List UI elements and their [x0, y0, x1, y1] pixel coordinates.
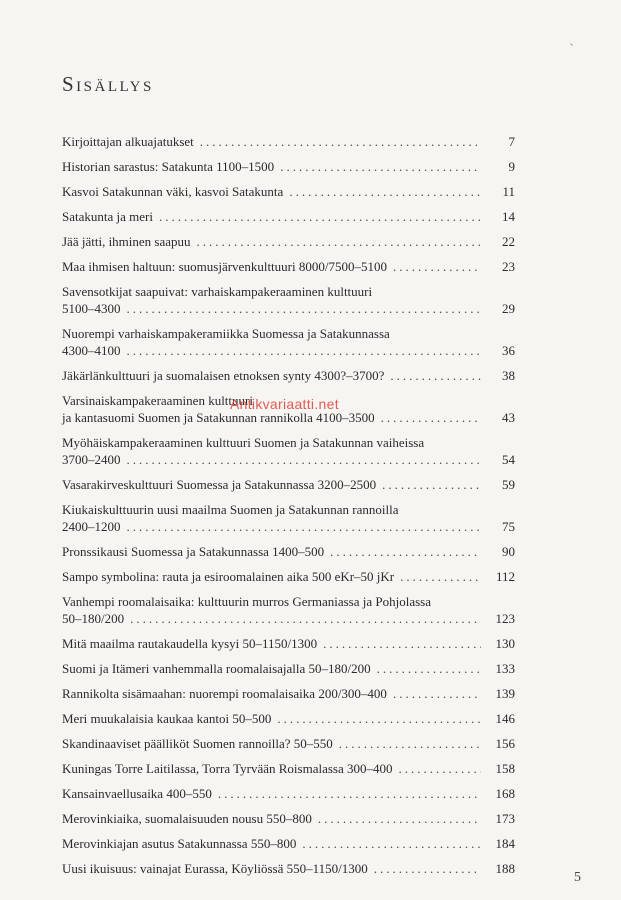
dot-leader — [330, 543, 481, 560]
toc-entry-line — [62, 325, 487, 342]
dot-leader — [390, 367, 481, 384]
toc-entry-line — [62, 501, 487, 518]
toc-entry — [62, 501, 515, 535]
dot-leader — [280, 158, 481, 175]
toc-entry — [62, 593, 515, 627]
toc-entry-line — [62, 635, 487, 652]
toc-entry — [62, 367, 515, 384]
toc-entry-title: Jäkärlänkulttuuri ja suomalaisen etnoksen synty 4300?–3700? — [62, 368, 385, 383]
toc-page-number: 9 — [508, 159, 515, 174]
toc-page-number: 184 — [495, 836, 515, 851]
dot-leader — [374, 860, 481, 877]
toc-entry-title: Myöhäiskampakeraaminen kulttuuri Suomen ja Satakunnan vaiheissa — [62, 435, 425, 450]
toc-entry-line — [62, 543, 487, 560]
toc-entry — [62, 785, 515, 802]
toc-page-number: 29 — [502, 301, 515, 316]
toc-entry — [62, 685, 515, 702]
dot-leader — [323, 635, 481, 652]
dot-leader — [277, 710, 481, 727]
toc-entry-line — [62, 810, 487, 827]
toc-entry-title: Savensotkijat saapuivat: varhaiskampakeraaminen kulttuuri — [62, 284, 373, 299]
toc-page-number: 188 — [495, 861, 515, 876]
toc-page-number: 36 — [502, 343, 515, 358]
dot-leader — [127, 342, 482, 359]
toc-page-number: 90 — [502, 544, 515, 559]
toc-entry-line — [62, 283, 487, 300]
toc-entry-title: 5100–4300 — [62, 301, 121, 316]
toc-page-number: 54 — [502, 452, 515, 467]
toc-entry — [62, 283, 515, 317]
page-number: 5 — [574, 870, 581, 885]
toc-entry-line — [62, 133, 487, 150]
toc-page-number: 22 — [502, 234, 515, 249]
toc-page-number: 75 — [502, 519, 515, 534]
toc-page-number: 168 — [495, 786, 515, 801]
dot-leader — [127, 451, 482, 468]
toc-entry — [62, 860, 515, 877]
toc-entry — [62, 660, 515, 677]
toc-entry-title: Kasvoi Satakunnan väki, kasvoi Satakunta — [62, 184, 284, 199]
toc-entry — [62, 735, 515, 752]
toc-entry — [62, 183, 515, 200]
toc-entry-title: Uusi ikuisuus: vainajat Eurassa, Köyliössä 550–1150/1300 — [62, 861, 368, 876]
toc-entry-title: 50–180/200 — [62, 611, 125, 626]
toc-entry-line — [62, 568, 487, 585]
toc-entry-title: Mitä maailma rautakaudella kysyi 50–1150/1300 — [62, 636, 318, 651]
toc-page-number: 156 — [495, 736, 515, 751]
toc-entry-title: Meri muukalaisia kaukaa kantoi 50–500 — [62, 711, 272, 726]
toc-entry — [62, 810, 515, 827]
toc-entry-title: Pronssikausi Suomessa ja Satakunnassa 1400–500 — [62, 544, 325, 559]
paper-speck — [570, 43, 573, 46]
toc-entry-title: Kirjoittajan alkuajatukset — [62, 134, 194, 149]
page-title: Sisällys — [62, 72, 154, 96]
toc-entry-line — [62, 476, 487, 493]
toc-entry-title: Historian sarastus: Satakunta 1100–1500 — [62, 159, 275, 174]
dot-leader — [339, 735, 481, 752]
toc-entry — [62, 835, 515, 852]
toc-entry-line — [62, 183, 487, 200]
toc-entry-title: 4300–4100 — [62, 343, 121, 358]
dot-leader — [393, 258, 481, 275]
toc-entry-title: Maa ihmisen haltuun: suomusjärvenkulttuuri 8000/7500–5100 — [62, 259, 387, 274]
toc-page-number: 112 — [495, 569, 515, 584]
toc-entry-line — [62, 367, 487, 384]
toc-entry — [62, 233, 515, 250]
toc-entry — [62, 434, 515, 468]
toc-entry — [62, 710, 515, 727]
toc-entry-title: Kiukaiskulttuurin uusi maailma Suomen ja Satakunnan rannoilla — [62, 502, 399, 517]
toc-page-number: 173 — [495, 811, 515, 826]
toc-entry-line — [62, 785, 487, 802]
toc-entry-line — [62, 451, 487, 468]
toc-entry-line — [62, 434, 487, 451]
toc-entry-title: 3700–2400 — [62, 452, 121, 467]
toc-entry-line — [62, 735, 487, 752]
toc-entry-title: 2400–1200 — [62, 519, 121, 534]
toc-entry-title: Merovinkiajan asutus Satakunnassa 550–800 — [62, 836, 297, 851]
toc-entry-line — [62, 518, 487, 535]
toc-entry-title: Merovinkiaika, suomalaisuuden nousu 550–800 — [62, 811, 312, 826]
toc-entry-line — [62, 258, 487, 275]
dot-leader — [197, 233, 481, 250]
toc-entry-line — [62, 300, 487, 317]
toc-entry — [62, 568, 515, 585]
dot-leader — [381, 409, 481, 426]
watermark-text: Antikvariaatti.net — [230, 396, 339, 412]
toc-entry-line — [62, 593, 487, 610]
toc-entry — [62, 158, 515, 175]
dot-leader — [127, 300, 482, 317]
dot-leader — [382, 476, 481, 493]
toc-page-number: 123 — [495, 611, 515, 626]
dot-leader — [127, 518, 482, 535]
dot-leader — [218, 785, 481, 802]
toc-entry — [62, 476, 515, 493]
toc-entry-line — [62, 233, 487, 250]
toc-entry-title: Suomi ja Itämeri vanhemmalla roomalaisajalla 50–180/200 — [62, 661, 371, 676]
toc-entry — [62, 760, 515, 777]
toc-entry-title: Satakunta ja meri — [62, 209, 153, 224]
dot-leader — [302, 835, 481, 852]
toc-entry-line — [62, 760, 487, 777]
dot-leader — [318, 810, 481, 827]
toc-entry — [62, 543, 515, 560]
dot-leader — [159, 208, 481, 225]
toc-entry — [62, 133, 515, 150]
dot-leader — [289, 183, 481, 200]
toc-entry-title: Sampo symbolina: rauta ja esiroomalainen aika 500 eKr–50 jKr — [62, 569, 395, 584]
toc-page-number: 146 — [495, 711, 515, 726]
toc-entry-title: ja kantasuomi Suomen ja Satakunnan rannikolla 4100–3500 — [62, 410, 375, 425]
toc-entry-title: Rannikolta sisämaahan: nuorempi roomalaisaika 200/300–400 — [62, 686, 387, 701]
toc-entry-title: Varsinaiskampakeraaminen kulttuuri — [62, 393, 253, 408]
toc-page-number: 130 — [495, 636, 515, 651]
toc-page-number: 139 — [495, 686, 515, 701]
toc-entry-title: Kuningas Torre Laitilassa, Torra Tyrvään Roismalassa 300–400 — [62, 761, 393, 776]
toc-entry — [62, 635, 515, 652]
toc-entry — [62, 208, 515, 225]
toc-page-number: 38 — [502, 368, 515, 383]
toc-entry-line — [62, 158, 487, 175]
dot-leader — [399, 760, 481, 777]
toc-page-number: 11 — [502, 184, 515, 199]
toc-page-number: 14 — [502, 209, 515, 224]
toc-entry-title: Jää jätti, ihminen saapuu — [62, 234, 191, 249]
toc-entry-line — [62, 685, 487, 702]
toc-page-number: 158 — [495, 761, 515, 776]
toc-entry-title: Kansainvaellusaika 400–550 — [62, 786, 212, 801]
toc-page-number: 43 — [502, 410, 515, 425]
toc-entry-title: Nuorempi varhaiskampakeramiikka Suomessa ja Satakunnassa — [62, 326, 390, 341]
dot-leader — [200, 133, 481, 150]
toc-entry-line — [62, 660, 487, 677]
toc-entry-line — [62, 860, 487, 877]
dot-leader — [393, 685, 481, 702]
toc-page-number: 23 — [502, 259, 515, 274]
toc-page-number: 7 — [508, 134, 515, 149]
toc-entry-line — [62, 710, 487, 727]
dot-leader — [400, 568, 481, 585]
toc-entry-line — [62, 342, 487, 359]
toc-entry-line — [62, 835, 487, 852]
toc-entry — [62, 325, 515, 359]
toc-page-number: 133 — [495, 661, 515, 676]
toc-entry — [62, 258, 515, 275]
toc-entry-line — [62, 208, 487, 225]
dot-leader — [130, 610, 481, 627]
table-of-contents — [62, 133, 515, 885]
toc-entry-title: Skandinaaviset päälliköt Suomen rannoilla? 50–550 — [62, 736, 333, 751]
dot-leader — [377, 660, 481, 677]
toc-entry-title: Vanhempi roomalaisaika: kulttuurin murros Germaniassa ja Pohjolassa — [62, 594, 431, 609]
toc-page-number: 59 — [502, 477, 515, 492]
toc-entry-line — [62, 610, 487, 627]
toc-entry-title: Vasarakirveskulttuuri Suomessa ja Satakunnassa 3200–2500 — [62, 477, 377, 492]
